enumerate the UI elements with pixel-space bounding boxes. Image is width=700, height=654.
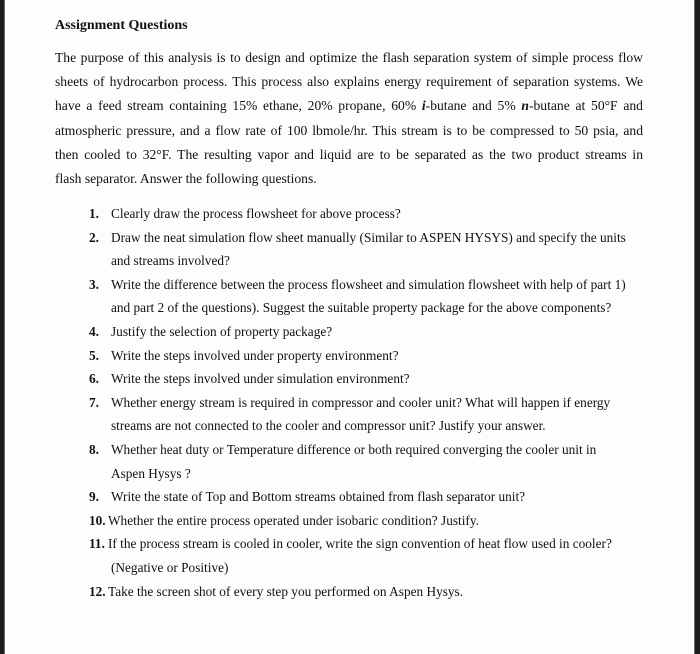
question-number: 10. (89, 512, 106, 528)
question-line: Whether energy stream is required in compressor and cooler unit? What will happen if energy (111, 394, 611, 410)
question-number: 6. (89, 371, 99, 387)
question-item (89, 485, 649, 509)
intro-paragraph (55, 46, 643, 191)
question-item (89, 226, 649, 273)
intro-line: atmospheric pressure, and a flow rate of 100 lbmole/hr. This stream is to be compressed to 50 psia, and (55, 122, 643, 138)
question-item (89, 580, 649, 604)
question-item (89, 320, 649, 344)
question-line: (Negative or Positive) (111, 559, 229, 575)
question-number: 2. (89, 229, 99, 245)
intro-text: have a feed stream containing 15% ethane, 20% propane, 60% (55, 98, 422, 114)
question-line: Take the screen shot of every step you performed on Aspen Hysys. (108, 583, 464, 599)
question-number: 4. (89, 323, 99, 339)
question-text (111, 367, 649, 391)
question-text (108, 580, 649, 604)
question-number: 11. (89, 536, 105, 552)
intro-text: -butane and 5% (425, 98, 522, 114)
question-text (108, 532, 649, 579)
question-number: 1. (89, 206, 99, 221)
question-number: 3. (89, 276, 99, 292)
question-text (108, 509, 649, 533)
italic-n-prefix: n (521, 98, 529, 114)
question-text (111, 438, 649, 485)
question-item (89, 532, 649, 579)
question-line: Justify the selection of property package? (111, 323, 333, 339)
question-item (89, 367, 649, 391)
question-line: If the process stream is cooled in cooler, write the sign convention of heat flow used in cooler? (108, 536, 612, 552)
intro-line-composition (55, 94, 643, 118)
question-item (89, 202, 649, 226)
question-number: 9. (89, 489, 99, 505)
question-line: Draw the neat simulation flow sheet manually (Similar to ASPEN HYSYS) and specify the units (111, 229, 626, 245)
question-number: 8. (89, 441, 99, 457)
question-item (89, 344, 649, 368)
question-line: Write the steps involved under property environment? (111, 347, 399, 363)
italic-i-prefix: i (421, 98, 426, 114)
intro-line: The purpose of this analysis is to design and optimize the flash separation system of simple process flow (55, 50, 643, 65)
question-text (111, 202, 649, 226)
question-line: and part 2 of the questions). Suggest the suitable property package for the above components? (111, 300, 612, 316)
question-text (111, 273, 649, 320)
question-line: streams are not connected to the cooler and compressor unit? Justify your answer. (111, 418, 546, 434)
intro-line: sheets of hydrocarbon process. This process also explains energy requirement of separation systems. We (55, 74, 643, 90)
question-number: 7. (89, 394, 99, 410)
question-text (111, 391, 649, 438)
question-text (111, 344, 649, 368)
question-list (89, 202, 649, 603)
intro-text: -butane at 50°F and (528, 98, 643, 114)
question-line: Whether the entire process operated under isobaric condition? Justify. (108, 512, 479, 528)
question-line: Aspen Hysys ? (111, 465, 191, 481)
question-line: Write the difference between the process flowsheet and simulation flowsheet with help of part 1) (111, 276, 626, 292)
question-number: 5. (89, 347, 99, 363)
question-text (111, 485, 649, 509)
question-item (89, 509, 649, 533)
question-line: Whether heat duty or Temperature difference or both required converging the cooler unit in (111, 441, 597, 457)
intro-line: then cooled to 32°F. The resulting vapor and liquid are to be separated as the two product streams in (55, 146, 643, 162)
question-line: Clearly draw the process flowsheet for above process? (111, 206, 401, 221)
question-text (111, 320, 649, 344)
question-line: and streams involved? (111, 253, 230, 269)
question-line: Write the steps involved under simulation environment? (111, 371, 410, 387)
question-line: Write the state of Top and Bottom streams obtained from flash separator unit? (111, 489, 526, 505)
document-page (4, 0, 695, 654)
question-text (111, 226, 649, 273)
document-title: Assignment Questions (55, 18, 188, 33)
question-item (89, 391, 649, 438)
question-item (89, 273, 649, 320)
question-item (89, 438, 649, 485)
question-number: 12. (89, 583, 106, 599)
intro-line: flash separator. Answer the following questions. (55, 171, 317, 187)
